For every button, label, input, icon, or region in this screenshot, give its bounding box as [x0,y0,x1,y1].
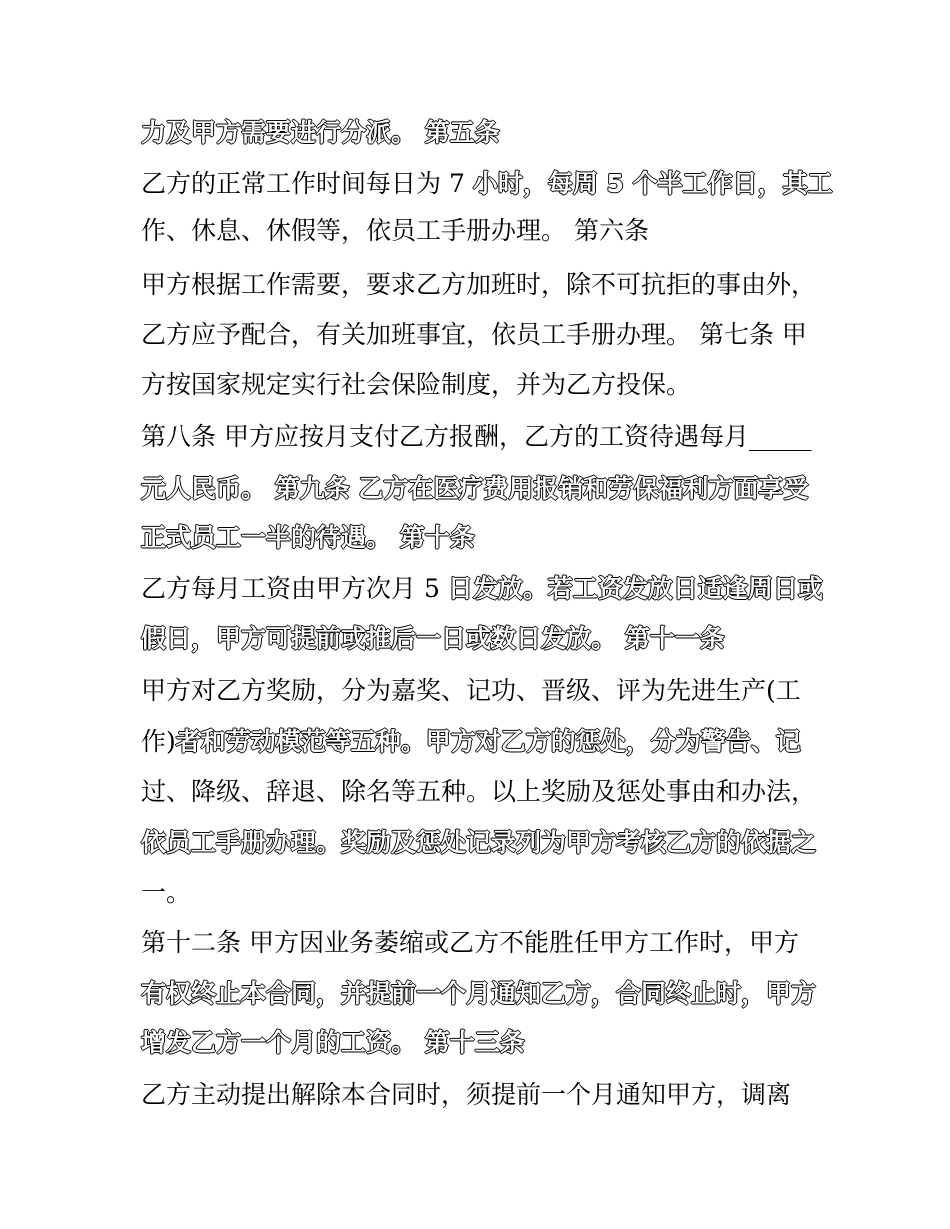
text-line-19-outline: 增发乙方一个月的工资。 第十三条 [141,1028,525,1057]
text-line-15-outline: 依员工手册办理。奖励及惩处记录列为甲方考核乙方的依据之 [141,828,817,857]
text-line-16 [141,876,191,910]
text-line-15 [141,826,816,860]
text-line-8 [141,472,808,506]
text-line-11 [141,622,725,656]
text-line-9-outline: 正式员工一半的待遇。 第十条 [141,523,475,552]
text-line-3 [141,214,649,248]
text-line-6-plain: 方按国家规定实行社会保险制度，并为乙方投保。 [141,370,692,399]
text-line-12 [141,674,801,708]
text-line-7 [141,420,811,454]
text-line-4-plain: 甲方根据工作需要，要求乙方加班时，除不可抗拒的事由外， [141,270,817,299]
text-line-17 [141,926,799,960]
text-line-20 [141,1078,791,1112]
text-line-5-plain: 乙方应予配合，有关加班事宜，依员工手册办理。 第七条 甲 [141,320,807,349]
text-line-8-outline: 元人民币。 第九条 乙方在医疗费用报销和劳保福利方面享受 [141,474,809,503]
text-line-2-plain: 乙方的正常工作时间每日为 7 [141,169,473,198]
text-line-16-plain: 一。 [141,878,192,907]
text-line-11-outline: 假日，甲方可提前或推后一日或数日发放。 第十一条 [141,624,725,653]
text-line-18 [141,977,816,1011]
text-line-17-plain: 第十二条 甲方因业务萎缩或乙方不能胜任甲方工作时，甲方 [141,928,799,957]
text-line-9 [141,521,475,555]
text-line-13 [141,725,801,759]
text-line-10 [141,572,823,606]
text-line-13-outline: 者和劳动模范等五种。甲方对乙方的惩处，分为警告、记 [175,727,801,756]
text-line-10-plain: 乙方每月工资由甲方次月 5 [141,574,448,603]
text-line-3-plain: 作、休息、休假等，依员工手册办理。 第六条 [141,216,649,245]
text-line-20-plain: 乙方主动提出解除本合同时，须提前一个月通知甲方，调离 [141,1080,792,1109]
text-line-7-plain: 第八条 甲方应按月支付乙方报酬，乙方的工资待遇每月_____ [141,422,812,451]
text-line-1 [141,116,500,150]
text-line-10-outline: 日发放。若工资发放日适逢周日或 [447,574,823,603]
text-line-13-plain: 作) [141,727,176,756]
text-line-5 [141,318,807,352]
text-line-6 [141,368,691,402]
text-line-12-plain: 甲方对乙方奖励，分为嘉奖、记功、晋级、评为先进生产(工 [141,676,801,705]
text-line-4 [141,268,816,302]
text-line-19 [141,1026,525,1060]
text-line-2-outline: 小时，每周 5 个半工作日，其工 [472,169,833,198]
text-line-18-outline: 有权终止本合同，并提前一个月通知乙方，合同终止时，甲方 [141,979,817,1008]
text-line-14 [141,775,816,809]
text-line-1-outline: 力及甲方需要进行分派。 第五条 [141,118,500,147]
text-line-2 [141,167,833,201]
text-line-14-plain: 过、降级、辞退、除名等五种。以上奖励及惩处事由和办法， [141,777,817,806]
